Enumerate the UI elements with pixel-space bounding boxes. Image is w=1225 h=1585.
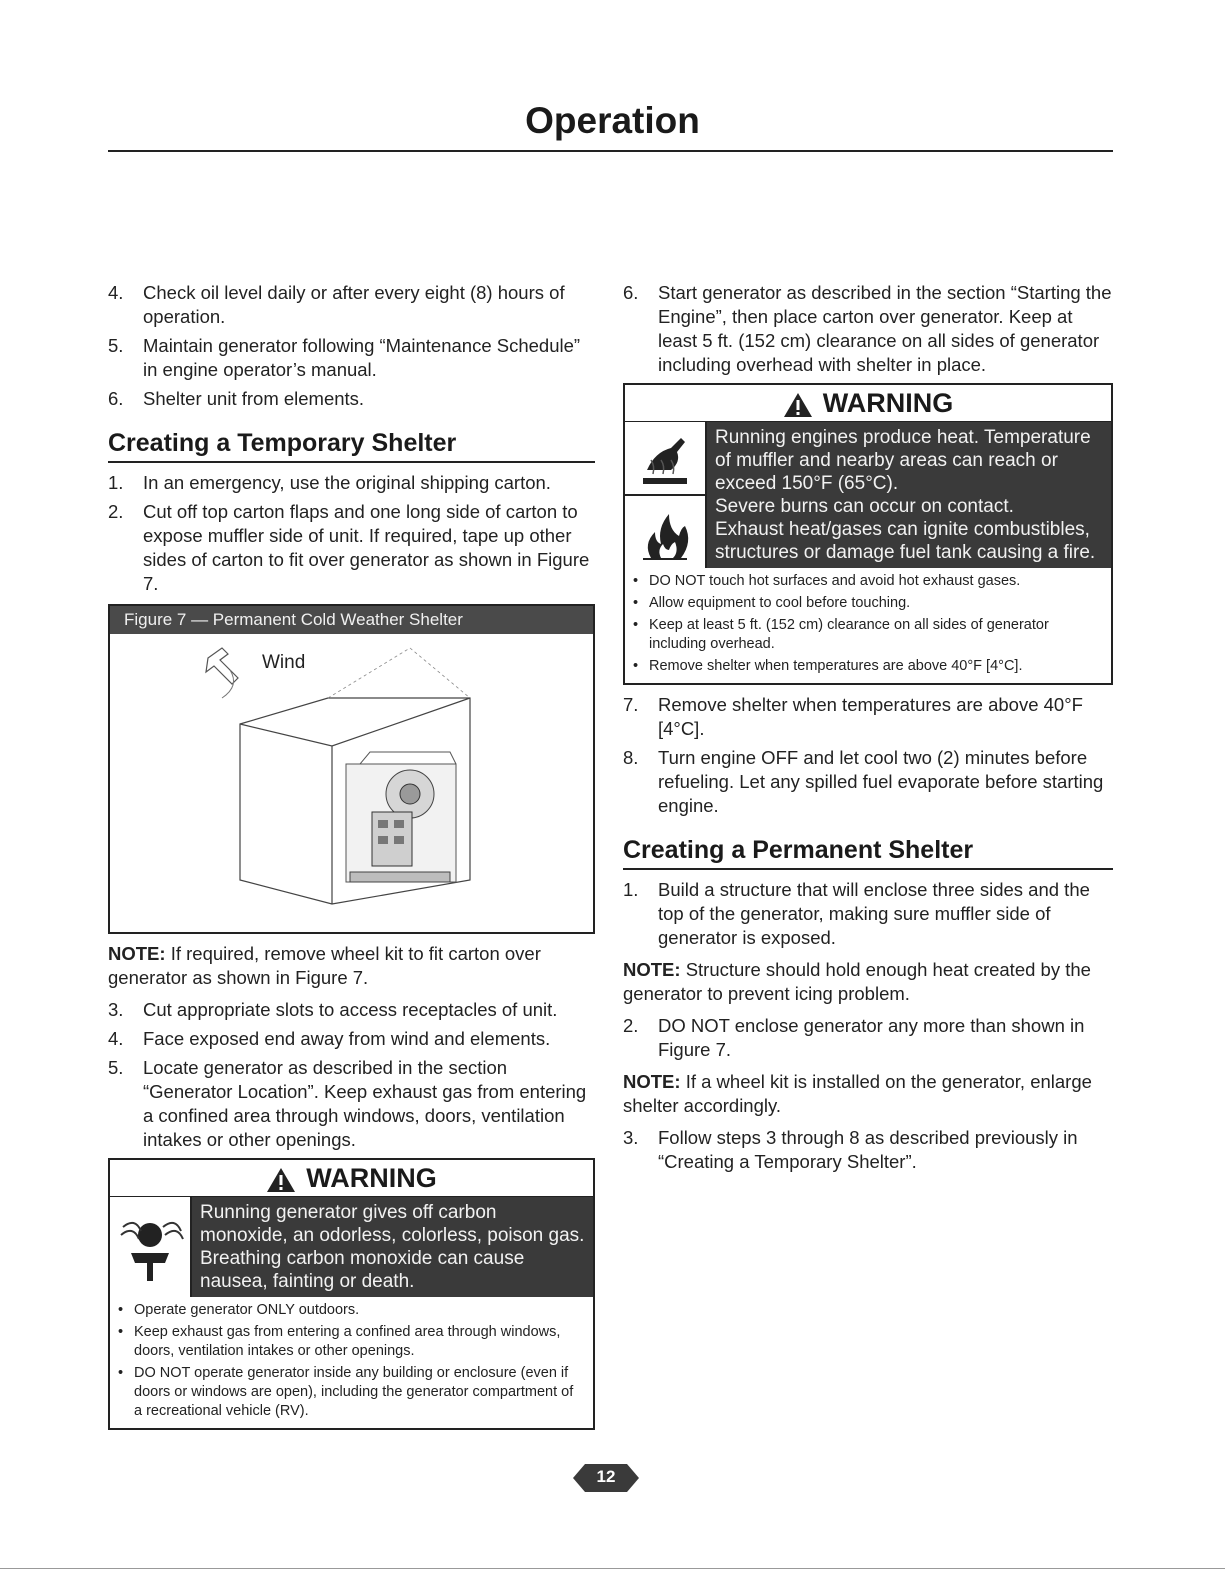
right-column [623, 281, 1113, 1179]
list-item: 8. Turn engine OFF and let cool two (2) minutes before refueling. Let any spilled fuel evaporate before starting engine. [623, 747, 1104, 816]
warning-hazard-row [110, 1196, 593, 1297]
list-item: 1. In an emergency, use the original shipping carton. [108, 472, 551, 493]
toxic-fumes-icon [110, 1197, 192, 1297]
page-number-badge [571, 1458, 641, 1498]
temporary-shelter-steps [108, 471, 595, 596]
list-item: 6. Shelter unit from elements. [108, 388, 365, 409]
permanent-shelter-step-1 [623, 878, 1113, 950]
list-item: 5. Locate generator as described in the section “Generator Location”. Keep exhaust gas from entering a confined area through windows, doors, ventilation intakes or other openings. [108, 1057, 587, 1150]
page-title: Operation [525, 100, 700, 141]
warning-hazard-text: Running engines produce heat. Temperature of muffler and nearby areas can reach or exceed 150°F (65°C). Severe burns can occur on contact. Exhaust heat/gases can ignite combustibles, structures or damage fuel tank causing a fire. [715, 427, 1096, 563]
list-item: • DO NOT operate generator inside any building or enclosure (even if doors or windows are open), including the generator compartment of a recreational vehicle (RV). [118, 1364, 585, 1421]
fire-icon [625, 494, 705, 568]
list-item: 3. Cut appropriate slots to access receptacles of unit. [108, 999, 558, 1020]
note-heat: NOTE: Structure should hold enough heat created by the generator to prevent icing problem. [623, 959, 1091, 1004]
figure-7 [108, 604, 595, 934]
list-item: 6. Start generator as described in the section “Starting the Engine”, then place carton over generator. Keep at least 5 ft. (152 cm) clearance on all sides of generator including overhead with shelter in place. [623, 282, 1112, 375]
wind-label: Wind [262, 652, 306, 673]
list-item: • Keep at least 5 ft. (152 cm) clearance on all sides of generator including overhead. [633, 616, 1103, 654]
note-wheel-kit-enlarge: NOTE: If a wheel kit is installed on the generator, enlarge shelter accordingly. [623, 1071, 1092, 1116]
list-item: • DO NOT touch hot surfaces and avoid hot exhaust gases. [633, 572, 1103, 591]
warning-triangle-icon [783, 392, 813, 418]
shelter-illustration [110, 634, 593, 928]
temporary-shelter-more-steps [108, 998, 595, 1152]
warning-hazard-text: Running generator gives off carbon monoxide, an odorless, colorless, poison gas. Breathing carbon monoxide can cause nausea, fainting or death. [200, 1202, 585, 1292]
carbon-monoxide-warning [108, 1158, 595, 1430]
list-item: 5. Maintain generator following “Maintenance Schedule” in engine operator’s manual. [108, 335, 581, 380]
start-step [623, 281, 1113, 377]
list-item: 1. Build a structure that will enclose three sides and the top of the generator, making sure muffler side of generator is exposed. [623, 879, 1090, 948]
warning-bullets [110, 1297, 593, 1428]
warning-heading: WARNING [625, 385, 1111, 421]
permanent-shelter-step-2 [623, 1014, 1113, 1062]
list-item: 4. Check oil level daily or after every eight (8) hours of operation. [108, 282, 565, 327]
permanent-shelter-step-3 [623, 1126, 1113, 1174]
list-item: • Allow equipment to cool before touching. [633, 594, 1103, 613]
list-item: 2. DO NOT enclose generator any more than shown in Figure 7. [623, 1015, 1085, 1060]
list-item: • Operate generator ONLY outdoors. [118, 1301, 585, 1320]
list-item: 2. Cut off top carton flaps and one long side of carton to expose muffler side of unit. If required, tape up other sides of carton to fit over generator as shown in Figure 7. [108, 501, 590, 594]
list-item: 3. Follow steps 3 through 8 as described previously in “Creating a Temporary Shelter”. [623, 1127, 1078, 1172]
later-steps [623, 693, 1113, 818]
bottom-rule [0, 1568, 1225, 1569]
warning-triangle-icon [266, 1167, 296, 1193]
left-column [108, 281, 595, 1438]
intro-steps [108, 281, 595, 411]
warning-heading: WARNING [110, 1160, 593, 1196]
hot-surface-icon [625, 422, 705, 494]
list-item: • Remove shelter when temperatures are above 40°F [4°C]. [633, 657, 1103, 676]
warning-bullets [625, 568, 1111, 683]
heat-burn-warning [623, 383, 1113, 685]
figure-caption: Figure 7 — Permanent Cold Weather Shelter [110, 606, 593, 634]
note-wheel-kit: NOTE: If required, remove wheel kit to fit carton over generator as shown in Figure 7. [108, 943, 541, 988]
list-item: 7. Remove shelter when temperatures are above 40°F [4°C]. [623, 694, 1083, 739]
temporary-shelter-heading: Creating a Temporary Shelter [108, 429, 595, 463]
list-item: 4. Face exposed end away from wind and elements. [108, 1028, 551, 1049]
title-rule [108, 150, 1113, 152]
permanent-shelter-heading: Creating a Permanent Shelter [623, 836, 1113, 870]
list-item: • Keep exhaust gas from entering a confined area through windows, doors, ventilation intakes or other openings. [118, 1323, 585, 1361]
page-number: 12 [596, 1467, 616, 1486]
warning-hazard-row [625, 421, 1111, 568]
